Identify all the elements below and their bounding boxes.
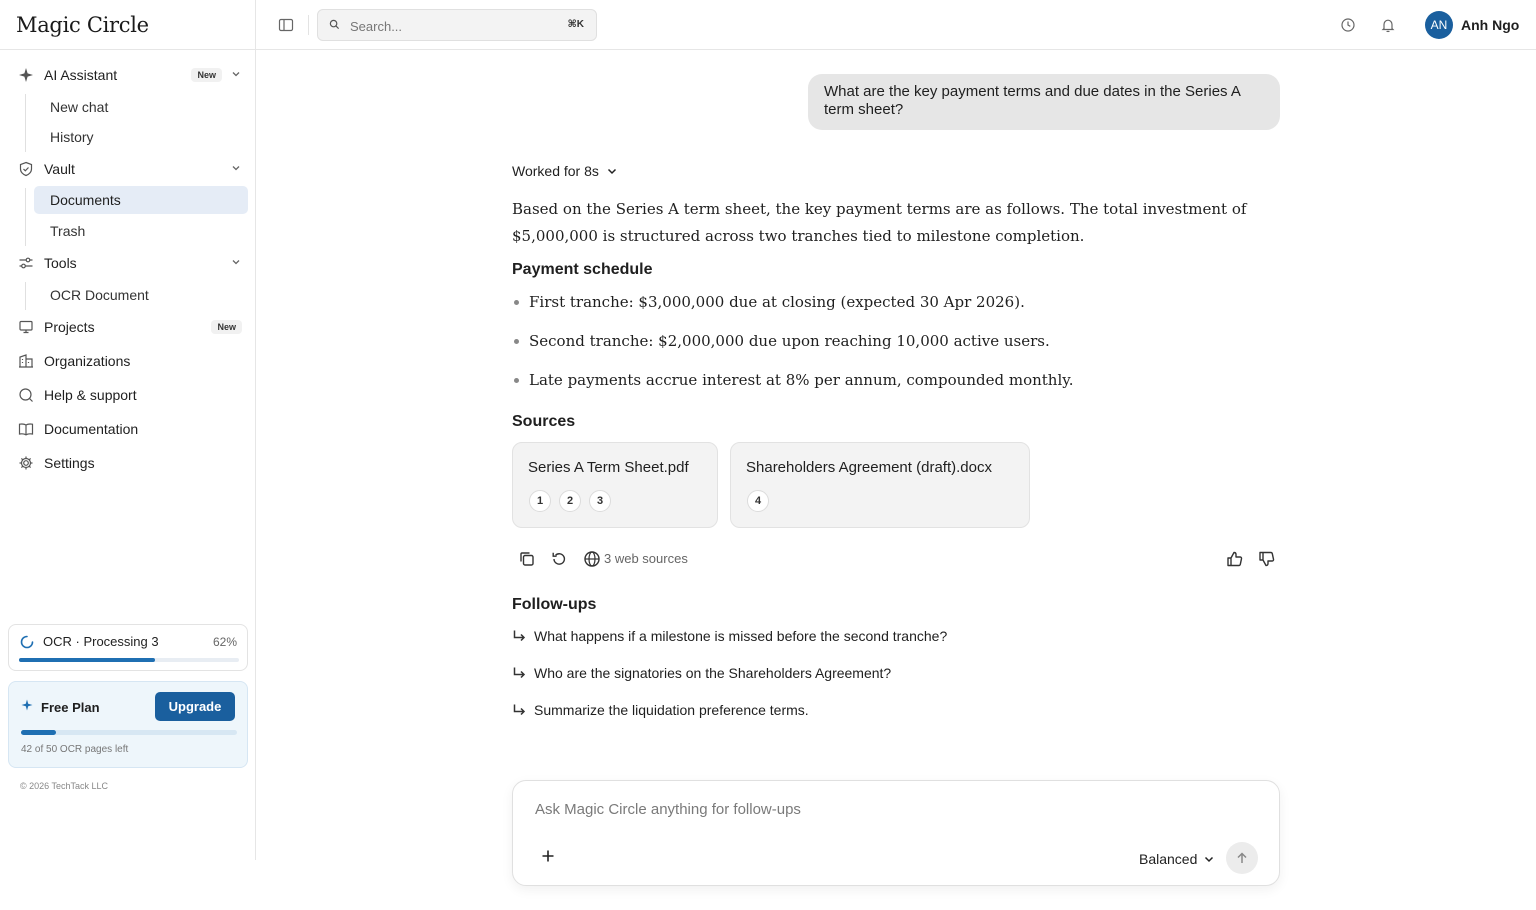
- followup-suggestion[interactable]: [512, 663, 891, 683]
- sidebar-item-tools[interactable]: [8, 248, 248, 278]
- followup-text: Summarize the liquidation preference terms.: [534, 702, 809, 718]
- plan-usage-note: 42 of 50 OCR pages left: [21, 744, 129, 755]
- book-icon: [18, 421, 34, 437]
- sidebar-item-label: Settings: [44, 455, 95, 471]
- clock-icon[interactable]: [1340, 17, 1356, 33]
- globe-icon[interactable]: [583, 550, 601, 568]
- source-card[interactable]: [730, 442, 1030, 528]
- search-box[interactable]: [317, 9, 597, 41]
- source-name: Shareholders Agreement (draft).docx: [746, 459, 992, 476]
- bell-icon[interactable]: [1380, 17, 1396, 33]
- list-item-text: First tranche: $3,000,000 due at closing (expected 30 Apr 2026).: [529, 293, 1025, 311]
- ocr-progress-fill: [19, 658, 155, 662]
- new-badge: New: [191, 68, 222, 82]
- corner-down-right-icon: [512, 703, 526, 717]
- ocr-percent: 62%: [212, 635, 237, 649]
- web-sources-link[interactable]: 3 web sources: [604, 551, 688, 566]
- sidebar-item-label: Organizations: [44, 353, 131, 369]
- plan-label: Free Plan: [41, 700, 100, 715]
- plan-usage-fill: [21, 730, 56, 735]
- plan-usage-bar: [21, 730, 237, 735]
- chevron-down-icon: [1203, 853, 1215, 865]
- followup-suggestion[interactable]: [512, 700, 809, 720]
- sidebar-item-vault[interactable]: [8, 154, 248, 184]
- sidebar-item-label: Documentation: [44, 421, 139, 437]
- bullet-dot: [514, 339, 519, 344]
- sparkle-icon: [18, 67, 34, 83]
- plus-icon[interactable]: [541, 849, 555, 863]
- sidebar-item-label: AI Assistant: [44, 67, 118, 83]
- thumbs-down-icon[interactable]: [1258, 550, 1276, 568]
- user-message: What are the key payment terms and due dates in the Series A term sheet?: [808, 74, 1280, 130]
- composer: [512, 780, 1280, 886]
- citation-chip[interactable]: 4: [747, 490, 769, 512]
- sidebar-item-help-support[interactable]: [8, 380, 248, 410]
- sparkle-icon: [21, 699, 33, 711]
- sidebar-item-label: Projects: [44, 319, 95, 335]
- chevron-down-icon[interactable]: [230, 256, 242, 268]
- toolbar-divider: [308, 15, 309, 35]
- search-shortcut: ⌘K: [567, 19, 584, 30]
- sidebar-item-settings[interactable]: [8, 448, 248, 478]
- new-badge: New: [211, 320, 242, 334]
- user-name[interactable]: Anh Ngo: [1461, 17, 1520, 33]
- top-bar: [256, 0, 1536, 50]
- bullet-dot: [514, 378, 519, 383]
- sidebar-item-history[interactable]: History: [50, 129, 94, 145]
- subnav-line: [25, 188, 26, 246]
- payment-schedule-heading: Payment schedule: [512, 261, 653, 278]
- citation-chip[interactable]: 1: [529, 490, 551, 512]
- sidebar-item-ocr-document[interactable]: OCR Document: [50, 287, 149, 303]
- copyright: © 2026 TechTack LLC: [20, 781, 109, 791]
- ocr-processing-card[interactable]: [8, 624, 248, 671]
- citation-chip[interactable]: 3: [589, 490, 611, 512]
- bullet-dot: [514, 300, 519, 305]
- search-input[interactable]: [350, 16, 530, 36]
- followup-text: Who are the signatories on the Shareholders Agreement?: [534, 665, 892, 681]
- worked-label: Worked for 8s: [512, 163, 599, 179]
- worked-for-toggle[interactable]: [512, 163, 619, 179]
- message-input[interactable]: [535, 801, 1255, 825]
- citation-chip[interactable]: 2: [559, 490, 581, 512]
- sidebar-item-label: Help & support: [44, 387, 137, 403]
- source-card[interactable]: [512, 442, 718, 528]
- monitor-icon: [18, 319, 34, 335]
- corner-down-right-icon: [512, 629, 526, 643]
- app-logo[interactable]: Magic Circle: [0, 0, 255, 50]
- followup-text: What happens if a milestone is missed before the second tranche?: [534, 628, 948, 644]
- list-item-text: Second tranche: $2,000,000 due upon reaching 10,000 active users.: [529, 332, 1050, 350]
- spinner-icon: [20, 635, 34, 649]
- gear-icon: [18, 455, 34, 471]
- chevron-down-icon[interactable]: [230, 68, 242, 80]
- sidebar-item-documents[interactable]: Documents: [34, 186, 248, 214]
- sliders-icon: [18, 255, 34, 271]
- chevron-down-icon[interactable]: [230, 162, 242, 174]
- mode-selector[interactable]: [1139, 851, 1215, 867]
- sidebar-item-label: Vault: [44, 161, 75, 177]
- sidebar-item-label: Tools: [44, 255, 77, 271]
- arrow-up-icon: [1235, 851, 1249, 865]
- sidebar-item-organizations[interactable]: [8, 346, 248, 376]
- sources-heading: Sources: [512, 413, 576, 430]
- sidebar-item-trash[interactable]: Trash: [50, 223, 86, 239]
- plan-card: [8, 681, 248, 768]
- subnav-line: [25, 282, 26, 310]
- subnav-line: [25, 94, 26, 152]
- sidebar: [0, 0, 256, 860]
- list-item-text: Late payments accrue interest at 8% per annum, compounded monthly.: [529, 371, 1074, 389]
- thumbs-up-icon[interactable]: [1226, 550, 1244, 568]
- building-icon: [18, 353, 34, 369]
- upgrade-button[interactable]: Upgrade: [155, 692, 235, 721]
- send-button[interactable]: [1226, 842, 1258, 874]
- shield-check-icon: [18, 161, 34, 177]
- sidebar-item-ai-assistant[interactable]: [8, 60, 248, 90]
- answer-intro: Based on the Series A term sheet, the key payment terms are as follows. The total investment of $5,000,000 is structured across two tranches tied to milestone completion.: [512, 200, 1247, 245]
- search-icon: [329, 19, 340, 30]
- regenerate-icon[interactable]: [550, 550, 568, 568]
- followup-suggestion[interactable]: [512, 626, 947, 646]
- mode-label: Balanced: [1139, 851, 1198, 867]
- panel-toggle-icon[interactable]: [278, 17, 294, 33]
- copy-icon[interactable]: [518, 550, 536, 568]
- source-name: Series A Term Sheet.pdf: [528, 459, 689, 476]
- ocr-progress-bar: [19, 658, 239, 662]
- help-chat-icon: [18, 387, 34, 403]
- chevron-down-icon: [605, 164, 619, 178]
- avatar[interactable]: AN: [1425, 11, 1453, 39]
- ocr-status-label: OCR · Processing 3: [43, 634, 159, 649]
- sidebar-item-documentation[interactable]: [8, 414, 248, 444]
- sidebar-item-projects[interactable]: [8, 312, 248, 342]
- followups-heading: Follow-ups: [512, 596, 597, 613]
- corner-down-right-icon: [512, 666, 526, 680]
- sidebar-item-new-chat[interactable]: New chat: [50, 99, 109, 115]
